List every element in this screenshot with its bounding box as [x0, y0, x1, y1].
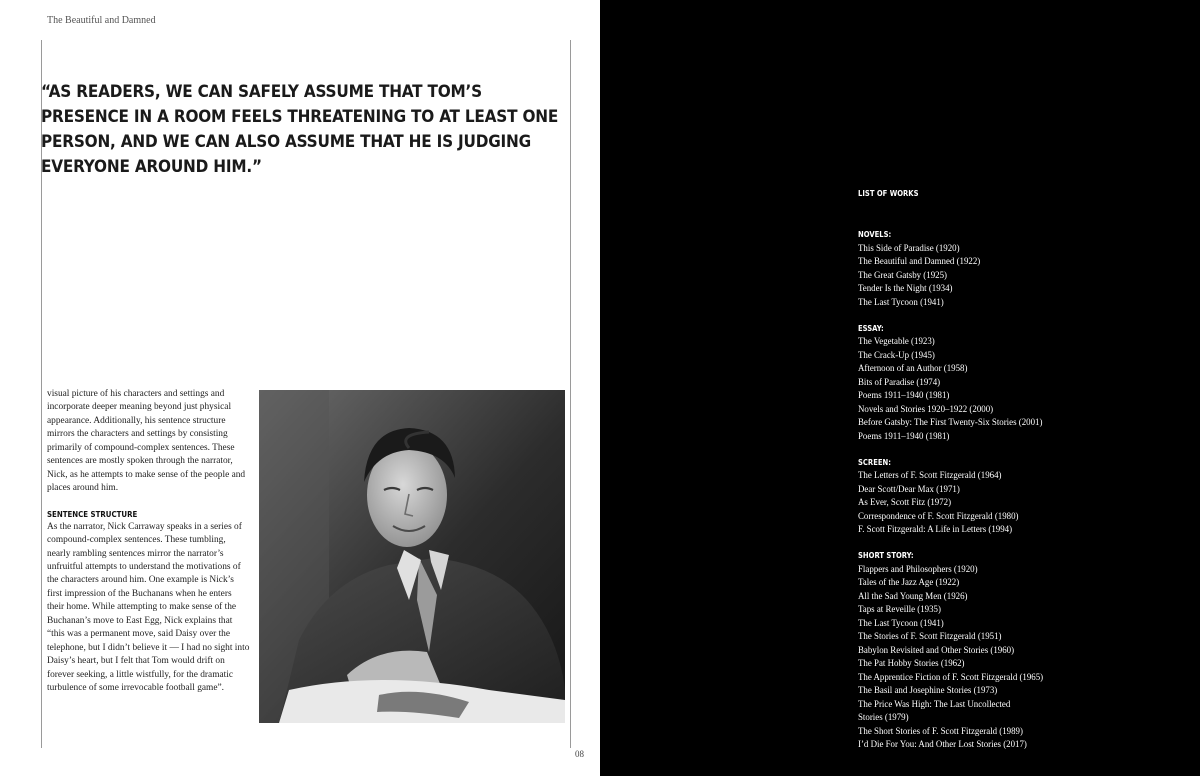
list-item: Taps at Reveille (1935)	[858, 604, 941, 614]
works-title: LIST OF WORKS	[858, 189, 919, 198]
list-item: The Vegetable (1923)	[858, 336, 935, 346]
works-group-heading: SCREEN:	[858, 457, 891, 467]
list-item: I’d Die For You: And Other Lost Stories (2017)	[858, 739, 1027, 749]
list-item: Tender Is the Night (1934)	[858, 283, 953, 293]
list-item: Poems 1911–1940 (1981)	[858, 390, 950, 400]
list-item: The Last Tycoon (1941)	[858, 296, 944, 307]
list-item: Babylon Revisited and Other Stories (1960)	[858, 644, 1015, 655]
list-item: The Stories of F. Scott Fitzgerald (1951)	[858, 631, 1002, 641]
list-item: The Basil and Josephine Stories (1973)	[858, 685, 998, 695]
running-head: The Beautiful and Damned	[47, 15, 156, 26]
list-item: The Short Stories of F. Scott Fitzgerald (1989)	[858, 725, 1023, 736]
list-item: The Crack-Up (1945)	[858, 349, 935, 360]
works-group-novels	[858, 228, 1178, 309]
list-item: Correspondence of F. Scott Fitzgerald (1980)	[858, 510, 1019, 521]
author-portrait-photo	[259, 390, 565, 723]
list-item: The Pat Hobby Stories (1962)	[858, 658, 965, 668]
list-item: Novels and Stories 1920–1922 (2000)	[858, 403, 994, 414]
list-item: Afternoon of an Author (1958)	[858, 363, 968, 373]
list-of-works	[858, 188, 1178, 764]
page-number: 08	[575, 749, 584, 759]
list-item: Stories (1979)	[858, 712, 909, 722]
works-group-heading: NOVELS:	[858, 230, 892, 239]
list-item: Bits of Paradise (1974)	[858, 376, 941, 387]
works-group-essay	[858, 322, 1178, 444]
works-group-screen	[858, 456, 1178, 537]
section-paragraph: As the narrator, Nick Carraway speaks in a series of compound-complex sentences. These tumbling, nearly rambling sentences mirror the narrator’s unfruitful attempts to understand the motivations of the characters around him. One example is Nick’s first impression of the Buchanans when he enters their home. While attempting to make sense of the Buchanan’s move to East Egg, Nick explains that “this was a permanent move, said Daisy over the telephone, but I didn’t believe it — I had no sight into Daisy’s heart, but I felt that Tom would drift on forever seeking, a little wistfully, for the dramatic turbulence of some irrevocable football game”.	[47, 521, 250, 694]
list-item: The Letters of F. Scott Fitzgerald (1964)	[858, 470, 1002, 480]
works-group-short-story	[858, 549, 1178, 752]
works-group-heading: SHORT STORY:	[858, 551, 914, 560]
list-item: Tales of the Jazz Age (1922)	[858, 577, 960, 587]
list-item: Dear Scott/Dear Max (1971)	[858, 483, 960, 494]
list-item: The Last Tycoon (1941)	[858, 617, 944, 628]
section-heading: SENTENCE STRUCTURE	[47, 509, 138, 519]
gutter-rule	[570, 40, 571, 748]
list-item: All the Sad Young Men (1926)	[858, 590, 968, 601]
list-item: Poems 1911–1940 (1981)	[858, 430, 950, 441]
list-item: This Side of Paradise (1920)	[858, 242, 960, 253]
list-item: F. Scott Fitzgerald: A Life in Letters (1994)	[858, 524, 1013, 534]
list-item: As Ever, Scott Fitz (1972)	[858, 497, 952, 507]
works-group-heading: ESSAY:	[858, 323, 884, 333]
list-item: The Beautiful and Damned (1922)	[858, 256, 981, 266]
list-item: Before Gatsby: The First Twenty-Six Stories (2001)	[858, 417, 1043, 427]
list-item: The Great Gatsby (1925)	[858, 269, 947, 280]
intro-paragraph: visual picture of his characters and settings and incorporate deeper meaning beyond just physical appearance. Additionally, his sentence structure mirrors the characters and settings by consisting primarily of compound-complex sentences. These sentences are mostly spoken through the narrator, Nick, as he attempts to make sense of the people and places around him.	[47, 389, 246, 494]
pull-quote: “AS READERS, WE CAN SAFELY ASSUME THAT TOM’S PRESENCE IN A ROOM FEELS THREATENING TO AT LEAST ONE PERSON, AND WE CAN ALSO ASSUME THAT HE IS JUDGING EVERYONE AROUND HIM.”	[41, 82, 559, 177]
list-item: Flappers and Philosophers (1920)	[858, 563, 978, 574]
list-item: The Price Was High: The Last Uncollected	[858, 698, 1011, 709]
list-item: The Apprentice Fiction of F. Scott Fitzgerald (1965)	[858, 671, 1044, 682]
body-column	[47, 388, 250, 696]
